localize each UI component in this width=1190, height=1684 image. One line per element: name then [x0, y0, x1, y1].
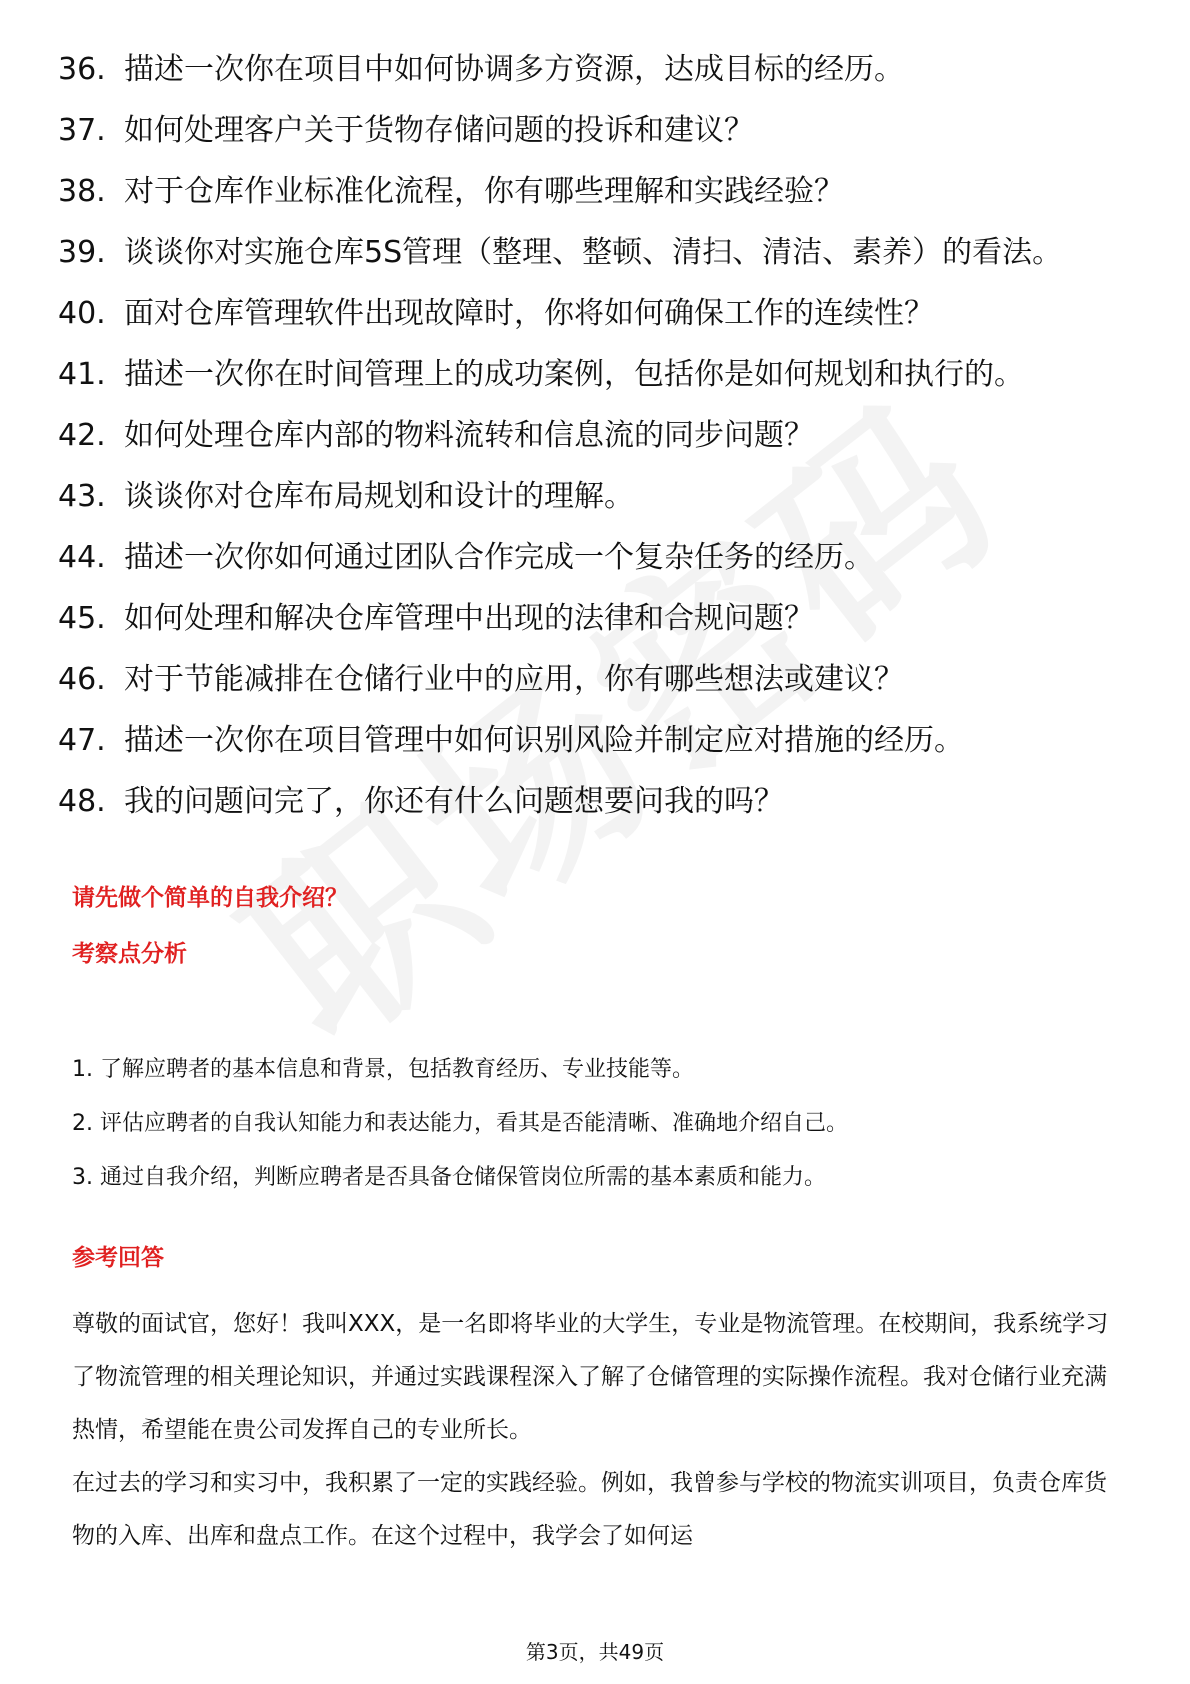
question-number: 43.	[58, 479, 106, 514]
analysis-heading: 考察点分析	[72, 941, 187, 967]
analysis-point: 1. 了解应聘者的基本信息和背景，包括教育经历、专业技能等。	[72, 1057, 694, 1082]
question-number: 36.	[58, 52, 106, 87]
answer-heading: 参考回答	[72, 1245, 164, 1271]
question-number: 48.	[58, 784, 106, 819]
question-item	[58, 782, 1138, 822]
question-number: 45.	[58, 601, 106, 636]
question-item	[58, 50, 1138, 90]
question-text: 谈谈你对仓库布局规划和设计的理解。	[124, 479, 634, 514]
question-item	[58, 599, 1138, 639]
question-item	[58, 416, 1138, 456]
question-item	[58, 111, 1138, 151]
analysis-point: 2. 评估应聘者的自我认知能力和表达能力，看其是否能清晰、准确地介绍自己。	[72, 1111, 848, 1136]
question-item	[58, 477, 1138, 517]
question-text: 描述一次你在时间管理上的成功案例，包括你是如何规划和执行的。	[124, 357, 1024, 392]
question-text: 如何处理客户关于货物存储问题的投诉和建议？	[124, 113, 754, 148]
question-number: 37.	[58, 113, 106, 148]
question-number: 39.	[58, 235, 106, 270]
question-number: 47.	[58, 723, 106, 758]
question-text: 描述一次你如何通过团队合作完成一个复杂任务的经历。	[124, 540, 874, 575]
question-item	[58, 355, 1138, 395]
analysis-point: 3. 通过自我介绍，判断应聘者是否具备仓储保管岗位所需的基本素质和能力。	[72, 1165, 826, 1190]
question-text: 描述一次你在项目中如何协调多方资源，达成目标的经历。	[124, 52, 904, 87]
question-number: 42.	[58, 418, 106, 453]
question-text: 如何处理仓库内部的物料流转和信息流的同步问题？	[124, 418, 814, 453]
question-number: 44.	[58, 540, 106, 575]
answer-paragraph: 在过去的学习和实习中，我积累了一定的实践经验。例如，我曾参与学校的物流实训项目，负责仓库货物的入库、出库和盘点工作。在这个过程中，我学会了如何运	[72, 1470, 1107, 1549]
question-text: 谈谈你对实施仓库5S管理（整理、整顿、清扫、清洁、素养）的看法。	[124, 235, 1063, 270]
question-text: 我的问题问完了，你还有什么问题想要问我的吗？	[124, 784, 784, 819]
question-text: 如何处理和解决仓库管理中出现的法律和合规问题？	[124, 601, 814, 636]
question-text: 面对仓库管理软件出现故障时，你将如何确保工作的连续性？	[124, 296, 934, 331]
analysis-list	[72, 1054, 1132, 1216]
question-item	[58, 538, 1138, 578]
question-item	[58, 172, 1138, 212]
question-number: 40.	[58, 296, 106, 331]
answer-paragraph: 尊敬的面试官，您好！我叫XXX，是一名即将毕业的大学生，专业是物流管理。在校期间，我系统学习了物流管理的相关理论知识，并通过实践课程深入了解了仓储管理的实际操作流程。我对仓储行业充满热情，希望能在贵公司发挥自己的专业所长。	[72, 1311, 1109, 1443]
section-question-heading: 请先做个简单的自我介绍？	[72, 885, 348, 911]
question-text: 描述一次你在项目管理中如何识别风险并制定应对措施的经历。	[124, 723, 964, 758]
question-item	[58, 660, 1138, 700]
question-number: 46.	[58, 662, 106, 697]
question-item	[58, 721, 1138, 761]
question-list	[58, 50, 1138, 843]
question-item	[58, 294, 1138, 334]
question-item	[58, 233, 1138, 273]
answer-body	[72, 1298, 1127, 1563]
question-number: 38.	[58, 174, 106, 209]
question-number: 41.	[58, 357, 106, 392]
page-footer: 第3页，共49页	[525, 1640, 665, 1664]
question-text: 对于仓库作业标准化流程，你有哪些理解和实践经验？	[124, 174, 844, 209]
question-text: 对于节能减排在仓储行业中的应用，你有哪些想法或建议？	[124, 662, 904, 697]
